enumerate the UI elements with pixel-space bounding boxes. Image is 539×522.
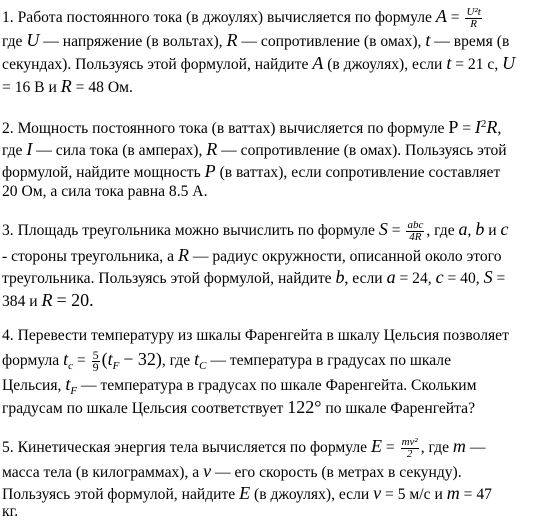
problem-5-line-3 [2,483,492,505]
formula-numerator: 5 [92,347,99,362]
text: формулой, найдите мощность [2,164,201,181]
text: = 47 [463,486,492,503]
text: = 40, [447,270,480,287]
var-R: R [206,139,218,159]
problem-5-intro: 5. Кинетическая энергия тела вычисляется по формуле [2,439,368,456]
subscript-F: F [112,360,120,373]
problem-4-line-2: формула $t_c$ = $\frac{5}{9}$ $(t_F - 32)$, где $t_C$ — температура в градусах по шкале [2,347,452,374]
text: 384 и [2,293,38,310]
problem-2-intro: 2. Мощность постоянного тока (в ваттах) вычисляется по формуле [2,120,445,137]
text: градусам по шкале Цельсия соответствует [2,400,284,417]
var-S: S [378,219,388,239]
var-R: R [486,117,498,137]
text: формула [2,352,60,369]
problem-1-line-2 [2,30,509,52]
problem-2-line-4 [2,182,207,202]
formula-denominator: 4R [409,230,422,243]
formula-fraction [465,7,481,30]
var-E: E [239,483,251,503]
var-a: a [386,267,396,287]
var-c: c [500,219,509,239]
problem-4-line-4 [2,397,475,419]
formula-fraction [401,437,419,460]
text: и [488,222,497,239]
formula-lhs: A [435,6,447,26]
var-U: U [502,53,516,73]
problem-1-line-3 [2,53,515,75]
var-m: m [446,483,460,503]
formula-fraction [92,347,100,374]
text: кг. [2,503,19,520]
problem-1-line-4 [2,76,133,98]
text: - стороны треугольника, а [2,248,175,265]
problem-4-intro: 4. Перевести температуру из шкалы Фаренгейта в шкалу Цельсия позволяет [2,327,509,344]
var-b: b [475,219,485,239]
text: = 16 В и [2,79,57,96]
var-t: t [425,30,431,50]
text: — [469,439,486,456]
var-I: I [474,117,481,137]
degree-value: 122° [287,397,322,417]
text: — его скорость (в метрах в секунду). [215,464,462,481]
problem-1-line-1: 1. Работа постоянного тока (в джоулях) вычисляется по формуле A = $\frac{\text{U²t}}{R}$ [2,5,481,30]
formula-numerator: abc [407,218,424,231]
text: Пользуясь этой формулой, найдите [2,486,236,503]
var-a: a [458,219,468,239]
text: по шкале Фаренгейта? [325,400,475,417]
var-A: A [312,53,324,73]
text: , если [344,270,383,287]
var-P: P [448,117,459,137]
formula-fraction [406,220,424,243]
problem-3-line-2 [2,245,502,267]
text: треугольника. Пользуясь этой формулой, найдите [2,270,332,287]
text: где [2,33,23,50]
var-R: R [177,245,189,265]
var-b: b [335,267,345,287]
text: где [2,142,23,159]
text: — температура в градусах по шкале [210,352,452,369]
text: = 48 Ом. [75,79,133,96]
problem-3-line-4 [2,290,94,312]
text: (в ваттах), если сопротивление составляет [219,164,501,181]
problem-5-line-2 [2,461,462,483]
var-E: E [371,436,382,456]
problem-2-line-1: 2. Мощность постоянного тока (в ваттах) вычисляется по формуле $P = I^2R$, [2,117,502,137]
formula-denominator: R [470,17,477,30]
problem-5-line-4 [2,502,18,522]
text: = 21 с, [455,56,499,73]
var-R: R [226,30,238,50]
text: , где [420,439,449,456]
var-R: R [60,76,72,96]
problem-1-intro: 1. Работа постоянного тока (в джоулях) вычисляется по формуле [2,9,432,26]
var-t: t [65,374,71,394]
formula-denominator: 9 [92,359,99,374]
text: — время (в [434,33,510,50]
subscript-F: F [70,385,78,398]
text: — сопротивление (в омах). Пользуясь этой [221,142,507,159]
text: масса тела (в килограммах), а [2,464,200,481]
var-t: t [63,349,69,369]
subscript-C: C [199,360,207,373]
problem-2-line-2 [2,139,507,161]
text: , где [161,352,191,369]
var-I: I [26,139,33,159]
var-P: P [204,161,216,181]
formula-numerator: U²t [466,5,481,18]
problem-5-line-1: 5. Кинетическая энергия тела вычисляется по формуле E = $\frac{\text{mv²}}{2}$ , где m — [2,435,486,460]
var-R: R [41,290,53,310]
text: — напряжение (в вольтах), [43,33,223,50]
text: = [496,270,506,287]
formula-denominator: 2 [406,447,413,460]
var-c: c [435,267,444,287]
text: , где [426,222,455,239]
var-t: t [194,349,200,369]
formula-numerator: mv² [401,435,418,448]
text: — сила тока (в амперах), [36,142,203,159]
problem-4-line-1 [2,326,509,346]
problem-2-line-3 [2,161,500,183]
text: Цельсия, [2,377,62,394]
problem-3-line-1: 3. Площадь треугольника можно вычислить по формуле S = $\frac{\text{abc}}{4R}$ , где a, b и c [2,218,509,243]
text: 20 Ом, а сила тока равна 8.5 А. [2,183,208,200]
var-t: t [107,349,113,369]
problem-4-line-3 [2,374,477,396]
text: (в джоулях), если [254,486,370,503]
text: (в джоулях), если [327,56,443,73]
var-U: U [26,30,40,50]
text: = 5 м/с и [385,486,443,503]
text: секундах). Пользуясь этой формулой, найдите [2,56,309,73]
text: — радиус окружности, описанной около этого [192,248,502,265]
text: − 32) [123,349,162,369]
text: = 24, [399,270,432,287]
var-m: m [452,436,466,456]
text: — сопротивление (в омах), [241,33,422,50]
var-t: t [446,53,452,73]
text: — температура в градусах по шкале Фаренгейта. Скольким [80,377,477,394]
problem-3-intro: 3. Площадь треугольника можно вычислить по формуле [2,222,375,239]
var-v: v [203,461,212,481]
text: = 20. [56,290,94,310]
subscript-c: c [68,360,73,373]
var-S: S [483,267,493,287]
var-v: v [373,483,382,503]
problem-3-line-3 [2,267,505,289]
